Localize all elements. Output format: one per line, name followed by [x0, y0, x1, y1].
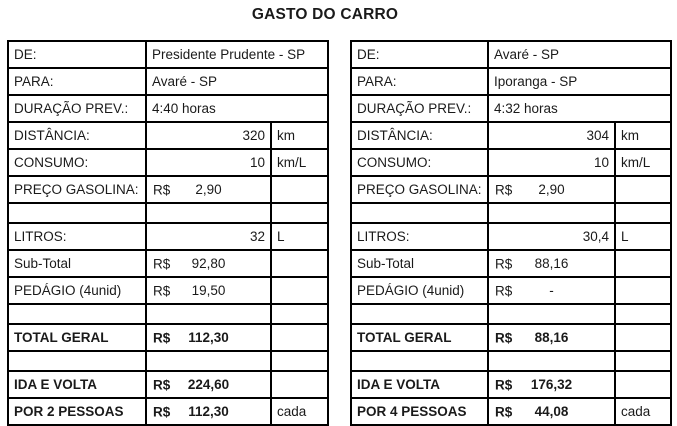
currency-amount: 176,32 — [530, 377, 573, 392]
table-row — [351, 324, 671, 351]
cell-value — [146, 324, 271, 351]
currency-amount: 112,30 — [188, 404, 229, 419]
cell-value: Presidente Prudente - SP — [146, 41, 328, 68]
currency-prefix: R$ — [495, 404, 513, 419]
table-right — [350, 40, 672, 426]
currency-prefix: R$ — [153, 182, 171, 197]
table-row — [351, 371, 671, 398]
cell-unit — [615, 203, 671, 223]
cell-unit — [615, 351, 671, 371]
table-row — [8, 68, 328, 95]
table-row — [8, 277, 328, 304]
table-row — [351, 223, 671, 250]
table-row — [351, 250, 671, 277]
cell-unit — [271, 371, 328, 398]
cell-value: Avaré - SP — [146, 68, 328, 95]
cell-label: DE: — [8, 41, 146, 68]
table-row — [8, 250, 328, 277]
cell-label: DISTÂNCIA: — [351, 122, 488, 149]
cell-label: CONSUMO: — [8, 149, 146, 176]
cell-unit: km — [615, 122, 671, 149]
cell-unit — [615, 176, 671, 203]
currency-prefix: R$ — [153, 256, 171, 271]
cell-unit — [271, 176, 328, 203]
table-row — [351, 41, 671, 68]
currency-amount: 2,90 — [195, 182, 222, 197]
cell-label — [8, 203, 146, 223]
cell-value — [488, 277, 615, 304]
cell-unit — [615, 371, 671, 398]
currency-amount: 224,60 — [187, 377, 230, 392]
cell-unit — [271, 324, 328, 351]
cell-label: PARA: — [351, 68, 488, 95]
cell-value — [488, 351, 615, 371]
cell-label — [8, 351, 146, 371]
currency-prefix: R$ — [495, 283, 513, 298]
cell-label: PEDÁGIO (4unid) — [351, 277, 488, 304]
cell-unit — [615, 250, 671, 277]
spacer-row — [351, 351, 671, 371]
cell-unit: L — [271, 223, 328, 250]
table-row — [8, 176, 328, 203]
cell-label: IDA E VOLTA — [351, 371, 488, 398]
cell-label: LITROS: — [8, 223, 146, 250]
cell-value — [146, 371, 271, 398]
page-title: GASTO DO CARRO — [251, 6, 399, 23]
cell-unit — [271, 351, 328, 371]
cell-value: Avaré - SP — [488, 41, 671, 68]
cell-value: 4:32 horas — [488, 95, 671, 122]
cell-unit — [615, 277, 671, 304]
cell-unit — [271, 203, 328, 223]
table-left — [7, 40, 329, 426]
currency-prefix: R$ — [495, 256, 513, 271]
cell-label: PEDÁGIO (4unid) — [8, 277, 146, 304]
cell-label: DISTÂNCIA: — [8, 122, 146, 149]
cell-unit: km/L — [271, 149, 328, 176]
cell-value: 10 — [488, 149, 615, 176]
cell-value: 320 — [146, 122, 271, 149]
cell-label: Sub-Total — [8, 250, 146, 277]
cell-value — [488, 324, 615, 351]
cell-value — [488, 250, 615, 277]
currency-amount: 88,16 — [534, 330, 569, 345]
table-row — [8, 41, 328, 68]
cell-value — [146, 203, 271, 223]
cell-unit: km — [271, 122, 328, 149]
cell-value: Iporanga - SP — [488, 68, 671, 95]
cell-value — [146, 304, 271, 324]
cell-label: PREÇO GASOLINA: — [8, 176, 146, 203]
cell-unit: km/L — [615, 149, 671, 176]
table-row — [8, 122, 328, 149]
table-row — [351, 95, 671, 122]
currency-amount: 92,80 — [191, 256, 226, 271]
spacer-row — [351, 203, 671, 223]
spacer-row — [8, 304, 328, 324]
cell-label: IDA E VOLTA — [8, 371, 146, 398]
cell-label: DURAÇÃO PREV.: — [8, 95, 146, 122]
cell-unit — [271, 277, 328, 304]
cell-label: POR 2 PESSOAS — [8, 398, 146, 425]
table-row — [351, 149, 671, 176]
cell-unit: L — [615, 223, 671, 250]
table-row — [8, 95, 328, 122]
table-row — [8, 223, 328, 250]
cell-value: 10 — [146, 149, 271, 176]
cell-value — [488, 203, 615, 223]
cell-label: PARA: — [8, 68, 146, 95]
table-row — [351, 122, 671, 149]
table-row — [351, 176, 671, 203]
cell-unit — [271, 304, 328, 324]
cell-label — [351, 304, 488, 324]
cell-value: 32 — [146, 223, 271, 250]
table-row — [351, 68, 671, 95]
currency-prefix: R$ — [153, 330, 171, 345]
cell-value — [488, 398, 615, 425]
currency-amount: 2,90 — [538, 182, 565, 197]
cell-unit: cada — [271, 398, 328, 425]
cell-unit — [271, 250, 328, 277]
cell-label — [351, 203, 488, 223]
table-left-body — [8, 41, 328, 425]
currency-prefix: R$ — [495, 330, 513, 345]
currency-amount: 44,08 — [534, 404, 569, 419]
spacer-row — [351, 304, 671, 324]
cell-value — [146, 277, 271, 304]
cell-value — [146, 351, 271, 371]
table-right-body — [351, 41, 671, 425]
table-row — [351, 277, 671, 304]
cell-label — [8, 304, 146, 324]
cell-label: Sub-Total — [351, 250, 488, 277]
cell-label: POR 4 PESSOAS — [351, 398, 488, 425]
cell-unit: cada — [615, 398, 671, 425]
cell-value — [146, 250, 271, 277]
cell-unit — [615, 324, 671, 351]
table-row — [8, 398, 328, 425]
currency-prefix: R$ — [153, 377, 171, 392]
cell-label: TOTAL GERAL — [8, 324, 146, 351]
cell-label: TOTAL GERAL — [351, 324, 488, 351]
currency-amount: 88,16 — [534, 256, 569, 271]
spacer-row — [8, 351, 328, 371]
currency-prefix: R$ — [153, 283, 171, 298]
table-row — [8, 149, 328, 176]
currency-amount: 112,30 — [188, 330, 229, 345]
cell-label — [351, 351, 488, 371]
tables-container — [7, 40, 672, 426]
cell-value: 4:40 horas — [146, 95, 328, 122]
cell-value — [146, 176, 271, 203]
cell-value — [488, 304, 615, 324]
table-row — [8, 371, 328, 398]
cell-value: 30,4 — [488, 223, 615, 250]
cell-label: LITROS: — [351, 223, 488, 250]
currency-prefix: R$ — [495, 182, 513, 197]
cell-value — [488, 371, 615, 398]
cell-label: PREÇO GASOLINA: — [351, 176, 488, 203]
cell-value — [488, 176, 615, 203]
cell-value — [146, 398, 271, 425]
currency-prefix: R$ — [495, 377, 513, 392]
currency-amount: - — [549, 283, 554, 298]
table-row — [351, 398, 671, 425]
table-row — [8, 324, 328, 351]
cell-value: 304 — [488, 122, 615, 149]
cell-label: DURAÇÃO PREV.: — [351, 95, 488, 122]
cell-unit — [615, 304, 671, 324]
cell-label: DE: — [351, 41, 488, 68]
spacer-row — [8, 203, 328, 223]
currency-amount: 19,50 — [191, 283, 226, 298]
currency-prefix: R$ — [153, 404, 171, 419]
cell-label: CONSUMO: — [351, 149, 488, 176]
